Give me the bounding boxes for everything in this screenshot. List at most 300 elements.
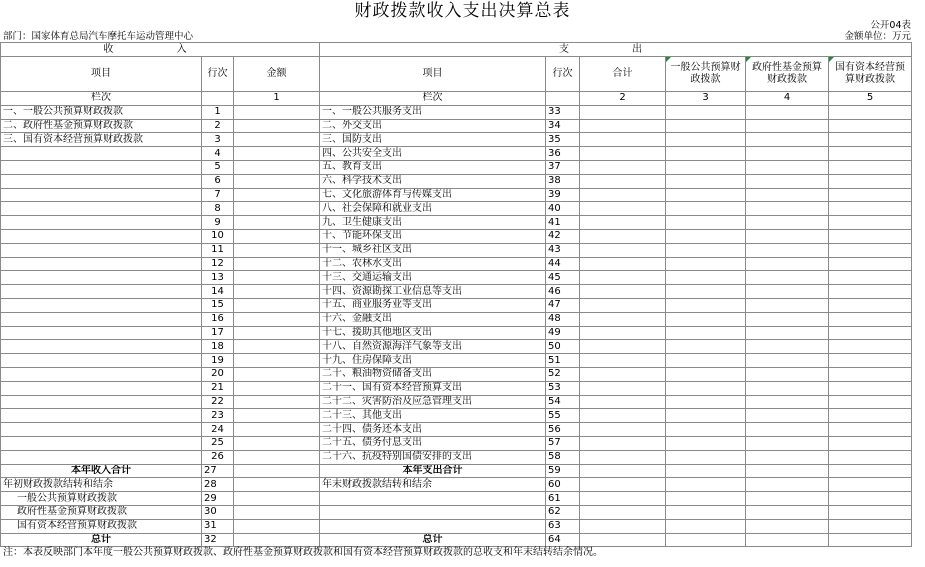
col-header-total[interactable]: 合计 — [580, 57, 666, 92]
row-no-cell[interactable]: 18 — [202, 340, 234, 354]
amount-cell[interactable] — [746, 464, 829, 478]
expense-item-cell[interactable]: 二十三、其他支出 — [320, 409, 546, 423]
amount-cell[interactable] — [666, 133, 746, 147]
income-item-cell[interactable] — [1, 271, 202, 285]
amount-cell[interactable] — [829, 133, 912, 147]
amount-cell[interactable] — [746, 312, 829, 326]
amount-cell[interactable] — [746, 533, 829, 547]
amount-cell[interactable] — [829, 216, 912, 230]
row-no-cell[interactable]: 10 — [202, 229, 234, 243]
row-no-cell[interactable]: 26 — [202, 450, 234, 464]
index-blank[interactable] — [202, 92, 234, 106]
expense-item-cell[interactable]: 一、一般公共服务支出 — [320, 105, 546, 119]
amount-cell[interactable] — [746, 285, 829, 299]
income-item-cell[interactable] — [1, 243, 202, 257]
income-item-cell[interactable]: 二、政府性基金预算财政拨款 — [1, 119, 202, 133]
amount-cell[interactable] — [234, 257, 320, 271]
amount-cell[interactable] — [829, 464, 912, 478]
amount-cell[interactable] — [666, 326, 746, 340]
sub2-label[interactable]: 政府性基金预算财政拨款 — [1, 505, 202, 519]
amount-cell[interactable] — [746, 229, 829, 243]
row-no-cell[interactable]: 43 — [546, 243, 580, 257]
amount-cell[interactable] — [580, 216, 666, 230]
amount-cell[interactable] — [580, 423, 666, 437]
amount-cell[interactable] — [829, 354, 912, 368]
amount-cell[interactable] — [746, 326, 829, 340]
amount-cell[interactable] — [234, 174, 320, 188]
amount-cell[interactable] — [666, 409, 746, 423]
income-total-label[interactable]: 本年收入合计 — [1, 464, 202, 478]
amount-cell[interactable] — [829, 436, 912, 450]
amount-cell[interactable] — [234, 354, 320, 368]
amount-cell[interactable] — [746, 381, 829, 395]
amount-cell[interactable] — [234, 298, 320, 312]
row-no-cell[interactable]: 59 — [546, 464, 580, 478]
amount-cell[interactable] — [234, 119, 320, 133]
amount-cell[interactable] — [666, 340, 746, 354]
row-no-cell[interactable]: 8 — [202, 202, 234, 216]
income-item-cell[interactable] — [1, 202, 202, 216]
amount-cell[interactable] — [580, 326, 666, 340]
row-no-cell[interactable]: 4 — [202, 147, 234, 161]
income-item-cell[interactable] — [1, 436, 202, 450]
amount-cell[interactable] — [829, 271, 912, 285]
amount-cell[interactable] — [234, 312, 320, 326]
expense-item-cell[interactable]: 二十四、债务还本支出 — [320, 423, 546, 437]
amount-cell[interactable] — [829, 505, 912, 519]
amount-cell[interactable] — [580, 160, 666, 174]
income-item-cell[interactable] — [1, 216, 202, 230]
amount-cell[interactable] — [234, 285, 320, 299]
expense-item-cell[interactable]: 五、教育支出 — [320, 160, 546, 174]
amount-cell[interactable] — [829, 105, 912, 119]
amount-cell[interactable] — [580, 533, 666, 547]
expense-total-label[interactable]: 本年支出合计 — [320, 464, 546, 478]
expense-item-cell[interactable]: 十二、农林水支出 — [320, 257, 546, 271]
amount-cell[interactable] — [746, 105, 829, 119]
amount-cell[interactable] — [234, 464, 320, 478]
row-no-cell[interactable]: 21 — [202, 381, 234, 395]
amount-cell[interactable] — [666, 105, 746, 119]
expense-item-cell[interactable]: 十、节能环保支出 — [320, 229, 546, 243]
expense-item-cell[interactable]: 十四、资源勘探工业信息等支出 — [320, 285, 546, 299]
col-header-item-expense[interactable]: 项目 — [320, 57, 546, 92]
expense-item-cell[interactable]: 二十六、抗疫特别国债安排的支出 — [320, 450, 546, 464]
expense-item-cell[interactable]: 十三、交通运输支出 — [320, 271, 546, 285]
row-no-cell[interactable]: 64 — [546, 533, 580, 547]
amount-cell[interactable] — [666, 160, 746, 174]
amount-cell[interactable] — [666, 367, 746, 381]
amount-cell[interactable] — [829, 367, 912, 381]
income-item-cell[interactable] — [1, 450, 202, 464]
amount-cell[interactable] — [580, 492, 666, 506]
row-no-cell[interactable]: 16 — [202, 312, 234, 326]
income-item-cell[interactable]: 一、一般公共预算财政拨款 — [1, 105, 202, 119]
income-item-cell[interactable] — [1, 160, 202, 174]
col-header-state-capital[interactable]: 国有资本经营预算财政拨款 — [829, 57, 912, 92]
row-no-cell[interactable]: 46 — [546, 285, 580, 299]
row-no-cell[interactable]: 2 — [202, 119, 234, 133]
grand-total-label-expense[interactable]: 总计 — [320, 533, 546, 547]
amount-cell[interactable] — [746, 367, 829, 381]
row-no-cell[interactable]: 36 — [546, 147, 580, 161]
amount-cell[interactable] — [580, 271, 666, 285]
income-section-header[interactable]: 收 入 — [1, 43, 320, 57]
amount-cell[interactable] — [234, 133, 320, 147]
row-no-cell[interactable]: 51 — [546, 354, 580, 368]
expense-item-cell[interactable]: 二十、粮油物资储备支出 — [320, 367, 546, 381]
expense-item-cell[interactable]: 四、公共安全支出 — [320, 147, 546, 161]
amount-cell[interactable] — [234, 492, 320, 506]
amount-cell[interactable] — [746, 478, 829, 492]
amount-cell[interactable] — [234, 478, 320, 492]
income-item-cell[interactable] — [1, 340, 202, 354]
amount-cell[interactable] — [580, 464, 666, 478]
amount-cell[interactable] — [746, 271, 829, 285]
row-no-cell[interactable]: 22 — [202, 395, 234, 409]
amount-cell[interactable] — [829, 492, 912, 506]
row-no-cell[interactable]: 7 — [202, 188, 234, 202]
amount-cell[interactable] — [580, 436, 666, 450]
amount-cell[interactable] — [234, 505, 320, 519]
income-item-cell[interactable] — [1, 298, 202, 312]
amount-cell[interactable] — [746, 340, 829, 354]
amount-cell[interactable] — [580, 105, 666, 119]
col-header-general-budget[interactable]: 一般公共预算财政拨款 — [666, 57, 746, 92]
row-no-cell[interactable]: 13 — [202, 271, 234, 285]
row-no-cell[interactable]: 12 — [202, 257, 234, 271]
amount-cell[interactable] — [234, 216, 320, 230]
amount-cell[interactable] — [666, 505, 746, 519]
amount-cell[interactable] — [666, 119, 746, 133]
column-label-expense[interactable]: 栏次 — [320, 92, 546, 106]
expense-item-cell[interactable]: 七、文化旅游体育与传媒支出 — [320, 188, 546, 202]
amount-cell[interactable] — [580, 229, 666, 243]
row-no-cell[interactable]: 44 — [546, 257, 580, 271]
row-no-cell[interactable]: 47 — [546, 298, 580, 312]
amount-cell[interactable] — [746, 119, 829, 133]
col-header-row-no-expense[interactable]: 行次 — [546, 57, 580, 92]
row-no-cell[interactable]: 6 — [202, 174, 234, 188]
amount-cell[interactable] — [746, 216, 829, 230]
amount-cell[interactable] — [234, 519, 320, 533]
row-no-cell[interactable]: 20 — [202, 367, 234, 381]
row-no-cell[interactable]: 54 — [546, 395, 580, 409]
amount-cell[interactable] — [829, 160, 912, 174]
amount-cell[interactable] — [234, 533, 320, 547]
row-no-cell[interactable]: 40 — [546, 202, 580, 216]
expense-section-header[interactable]: 支 出 — [320, 43, 912, 57]
amount-cell[interactable] — [666, 450, 746, 464]
row-no-cell[interactable]: 45 — [546, 271, 580, 285]
amount-cell[interactable] — [746, 354, 829, 368]
amount-cell[interactable] — [666, 298, 746, 312]
expense-item-cell[interactable]: 十六、金融支出 — [320, 312, 546, 326]
expense-item-cell[interactable]: 十一、城乡社区支出 — [320, 243, 546, 257]
row-no-cell[interactable]: 9 — [202, 216, 234, 230]
amount-cell[interactable] — [829, 243, 912, 257]
income-item-cell[interactable] — [1, 423, 202, 437]
income-item-cell[interactable] — [1, 285, 202, 299]
blank-cell[interactable] — [320, 505, 546, 519]
index-state[interactable]: 5 — [829, 92, 912, 106]
row-no-cell[interactable]: 32 — [202, 533, 234, 547]
amount-cell[interactable] — [746, 298, 829, 312]
amount-cell[interactable] — [234, 367, 320, 381]
index-general[interactable]: 3 — [666, 92, 746, 106]
row-no-cell[interactable]: 35 — [546, 133, 580, 147]
row-no-cell[interactable]: 29 — [202, 492, 234, 506]
amount-cell[interactable] — [829, 533, 912, 547]
amount-cell[interactable] — [234, 229, 320, 243]
amount-cell[interactable] — [666, 271, 746, 285]
amount-cell[interactable] — [829, 298, 912, 312]
row-no-cell[interactable]: 24 — [202, 423, 234, 437]
amount-cell[interactable] — [746, 160, 829, 174]
row-no-cell[interactable]: 57 — [546, 436, 580, 450]
col-header-gov-fund[interactable]: 政府性基金预算财政拨款 — [746, 57, 829, 92]
amount-cell[interactable] — [829, 450, 912, 464]
amount-cell[interactable] — [746, 133, 829, 147]
index-total[interactable]: 2 — [580, 92, 666, 106]
amount-cell[interactable] — [580, 312, 666, 326]
column-label[interactable]: 栏次 — [1, 92, 202, 106]
expense-item-cell[interactable]: 十九、住房保障支出 — [320, 354, 546, 368]
income-item-cell[interactable] — [1, 326, 202, 340]
amount-cell[interactable] — [234, 202, 320, 216]
income-item-cell[interactable] — [1, 188, 202, 202]
amount-cell[interactable] — [829, 326, 912, 340]
expense-item-cell[interactable]: 十八、自然资源海洋气象等支出 — [320, 340, 546, 354]
amount-cell[interactable] — [580, 174, 666, 188]
amount-cell[interactable] — [829, 395, 912, 409]
amount-cell[interactable] — [746, 436, 829, 450]
row-no-cell[interactable]: 60 — [546, 478, 580, 492]
income-item-cell[interactable] — [1, 409, 202, 423]
amount-cell[interactable] — [746, 188, 829, 202]
amount-cell[interactable] — [580, 395, 666, 409]
blank-cell[interactable] — [320, 519, 546, 533]
amount-cell[interactable] — [666, 381, 746, 395]
amount-cell[interactable] — [234, 188, 320, 202]
amount-cell[interactable] — [746, 423, 829, 437]
amount-cell[interactable] — [580, 367, 666, 381]
expense-item-cell[interactable]: 二、外交支出 — [320, 119, 546, 133]
row-no-cell[interactable]: 19 — [202, 354, 234, 368]
amount-cell[interactable] — [746, 409, 829, 423]
carry-out-label[interactable]: 年末财政拨款结转和结余 — [320, 478, 546, 492]
amount-cell[interactable] — [666, 174, 746, 188]
row-no-cell[interactable]: 58 — [546, 450, 580, 464]
amount-cell[interactable] — [580, 340, 666, 354]
amount-cell[interactable] — [234, 409, 320, 423]
row-no-cell[interactable]: 15 — [202, 298, 234, 312]
income-item-cell[interactable] — [1, 312, 202, 326]
income-item-cell[interactable] — [1, 367, 202, 381]
row-no-cell[interactable]: 53 — [546, 381, 580, 395]
expense-item-cell[interactable]: 六、科学技术支出 — [320, 174, 546, 188]
amount-cell[interactable] — [666, 243, 746, 257]
expense-item-cell[interactable]: 二十一、国有资本经营预算支出 — [320, 381, 546, 395]
row-no-cell[interactable]: 62 — [546, 505, 580, 519]
income-item-cell[interactable] — [1, 354, 202, 368]
amount-cell[interactable] — [746, 505, 829, 519]
amount-cell[interactable] — [666, 423, 746, 437]
amount-cell[interactable] — [666, 202, 746, 216]
row-no-cell[interactable]: 31 — [202, 519, 234, 533]
amount-cell[interactable] — [580, 298, 666, 312]
amount-cell[interactable] — [580, 119, 666, 133]
amount-cell[interactable] — [666, 216, 746, 230]
row-no-cell[interactable]: 27 — [202, 464, 234, 478]
amount-cell[interactable] — [829, 202, 912, 216]
amount-cell[interactable] — [746, 519, 829, 533]
amount-cell[interactable] — [666, 395, 746, 409]
amount-cell[interactable] — [829, 409, 912, 423]
row-no-cell[interactable]: 34 — [546, 119, 580, 133]
income-item-cell[interactable] — [1, 229, 202, 243]
amount-cell[interactable] — [829, 188, 912, 202]
amount-cell[interactable] — [829, 147, 912, 161]
amount-cell[interactable] — [580, 519, 666, 533]
expense-item-cell[interactable]: 二十二、灾害防治及应急管理支出 — [320, 395, 546, 409]
amount-cell[interactable] — [829, 285, 912, 299]
amount-cell[interactable] — [580, 147, 666, 161]
amount-cell[interactable] — [580, 202, 666, 216]
amount-cell[interactable] — [666, 478, 746, 492]
row-no-cell[interactable]: 50 — [546, 340, 580, 354]
amount-cell[interactable] — [580, 243, 666, 257]
index-blank-expense[interactable] — [546, 92, 580, 106]
amount-cell[interactable] — [666, 464, 746, 478]
row-no-cell[interactable]: 25 — [202, 436, 234, 450]
amount-cell[interactable] — [829, 312, 912, 326]
row-no-cell[interactable]: 23 — [202, 409, 234, 423]
amount-cell[interactable] — [746, 492, 829, 506]
sub3-label[interactable]: 国有资本经营预算财政拨款 — [1, 519, 202, 533]
amount-cell[interactable] — [746, 174, 829, 188]
amount-cell[interactable] — [666, 533, 746, 547]
row-no-cell[interactable]: 55 — [546, 409, 580, 423]
expense-item-cell[interactable]: 九、卫生健康支出 — [320, 216, 546, 230]
amount-cell[interactable] — [666, 354, 746, 368]
amount-cell[interactable] — [666, 312, 746, 326]
row-no-cell[interactable]: 39 — [546, 188, 580, 202]
amount-cell[interactable] — [829, 174, 912, 188]
col-header-item[interactable]: 项目 — [1, 57, 202, 92]
row-no-cell[interactable]: 33 — [546, 105, 580, 119]
row-no-cell[interactable]: 14 — [202, 285, 234, 299]
amount-cell[interactable] — [746, 243, 829, 257]
income-item-cell[interactable] — [1, 395, 202, 409]
amount-cell[interactable] — [829, 257, 912, 271]
row-no-cell[interactable]: 63 — [546, 519, 580, 533]
amount-cell[interactable] — [234, 423, 320, 437]
amount-cell[interactable] — [746, 257, 829, 271]
income-item-cell[interactable] — [1, 381, 202, 395]
expense-item-cell[interactable]: 十七、援助其他地区支出 — [320, 326, 546, 340]
amount-cell[interactable] — [580, 409, 666, 423]
grand-total-label[interactable]: 总计 — [1, 533, 202, 547]
amount-cell[interactable] — [580, 478, 666, 492]
amount-cell[interactable] — [580, 450, 666, 464]
row-no-cell[interactable]: 30 — [202, 505, 234, 519]
amount-cell[interactable] — [580, 285, 666, 299]
row-no-cell[interactable]: 48 — [546, 312, 580, 326]
row-no-cell[interactable]: 37 — [546, 160, 580, 174]
amount-cell[interactable] — [666, 229, 746, 243]
amount-cell[interactable] — [234, 271, 320, 285]
amount-cell[interactable] — [829, 381, 912, 395]
amount-cell[interactable] — [666, 147, 746, 161]
row-no-cell[interactable]: 28 — [202, 478, 234, 492]
row-no-cell[interactable]: 41 — [546, 216, 580, 230]
amount-cell[interactable] — [746, 450, 829, 464]
amount-cell[interactable] — [234, 326, 320, 340]
amount-cell[interactable] — [234, 436, 320, 450]
row-no-cell[interactable]: 38 — [546, 174, 580, 188]
expense-item-cell[interactable]: 三、国防支出 — [320, 133, 546, 147]
amount-cell[interactable] — [666, 492, 746, 506]
carry-in-label[interactable]: 年初财政拨款结转和结余 — [1, 478, 202, 492]
income-item-cell[interactable] — [1, 257, 202, 271]
amount-cell[interactable] — [666, 285, 746, 299]
amount-cell[interactable] — [234, 105, 320, 119]
row-no-cell[interactable]: 3 — [202, 133, 234, 147]
amount-cell[interactable] — [829, 423, 912, 437]
income-item-cell[interactable]: 三、国有资本经营预算财政拨款 — [1, 133, 202, 147]
amount-cell[interactable] — [580, 381, 666, 395]
amount-cell[interactable] — [580, 188, 666, 202]
amount-cell[interactable] — [234, 243, 320, 257]
amount-cell[interactable] — [746, 395, 829, 409]
amount-cell[interactable] — [580, 354, 666, 368]
amount-cell[interactable] — [666, 519, 746, 533]
amount-cell[interactable] — [580, 133, 666, 147]
amount-cell[interactable] — [234, 395, 320, 409]
amount-cell[interactable] — [746, 202, 829, 216]
amount-cell[interactable] — [829, 119, 912, 133]
row-no-cell[interactable]: 42 — [546, 229, 580, 243]
amount-cell[interactable] — [666, 257, 746, 271]
amount-cell[interactable] — [234, 381, 320, 395]
income-item-cell[interactable] — [1, 147, 202, 161]
amount-cell[interactable] — [234, 160, 320, 174]
amount-cell[interactable] — [580, 505, 666, 519]
amount-cell[interactable] — [829, 519, 912, 533]
amount-cell[interactable] — [666, 436, 746, 450]
amount-cell[interactable] — [580, 257, 666, 271]
row-no-cell[interactable]: 17 — [202, 326, 234, 340]
col-header-amount[interactable]: 金额 — [234, 57, 320, 92]
row-no-cell[interactable]: 52 — [546, 367, 580, 381]
expense-item-cell[interactable]: 二十五、债务付息支出 — [320, 436, 546, 450]
blank-cell[interactable] — [320, 492, 546, 506]
amount-cell[interactable] — [829, 229, 912, 243]
index-amount[interactable]: 1 — [234, 92, 320, 106]
amount-cell[interactable] — [829, 478, 912, 492]
amount-cell[interactable] — [829, 340, 912, 354]
amount-cell[interactable] — [234, 147, 320, 161]
expense-item-cell[interactable]: 八、社会保障和就业支出 — [320, 202, 546, 216]
income-item-cell[interactable] — [1, 174, 202, 188]
amount-cell[interactable] — [234, 340, 320, 354]
amount-cell[interactable] — [666, 188, 746, 202]
expense-item-cell[interactable]: 十五、商业服务业等支出 — [320, 298, 546, 312]
index-gov[interactable]: 4 — [746, 92, 829, 106]
row-no-cell[interactable]: 61 — [546, 492, 580, 506]
row-no-cell[interactable]: 49 — [546, 326, 580, 340]
